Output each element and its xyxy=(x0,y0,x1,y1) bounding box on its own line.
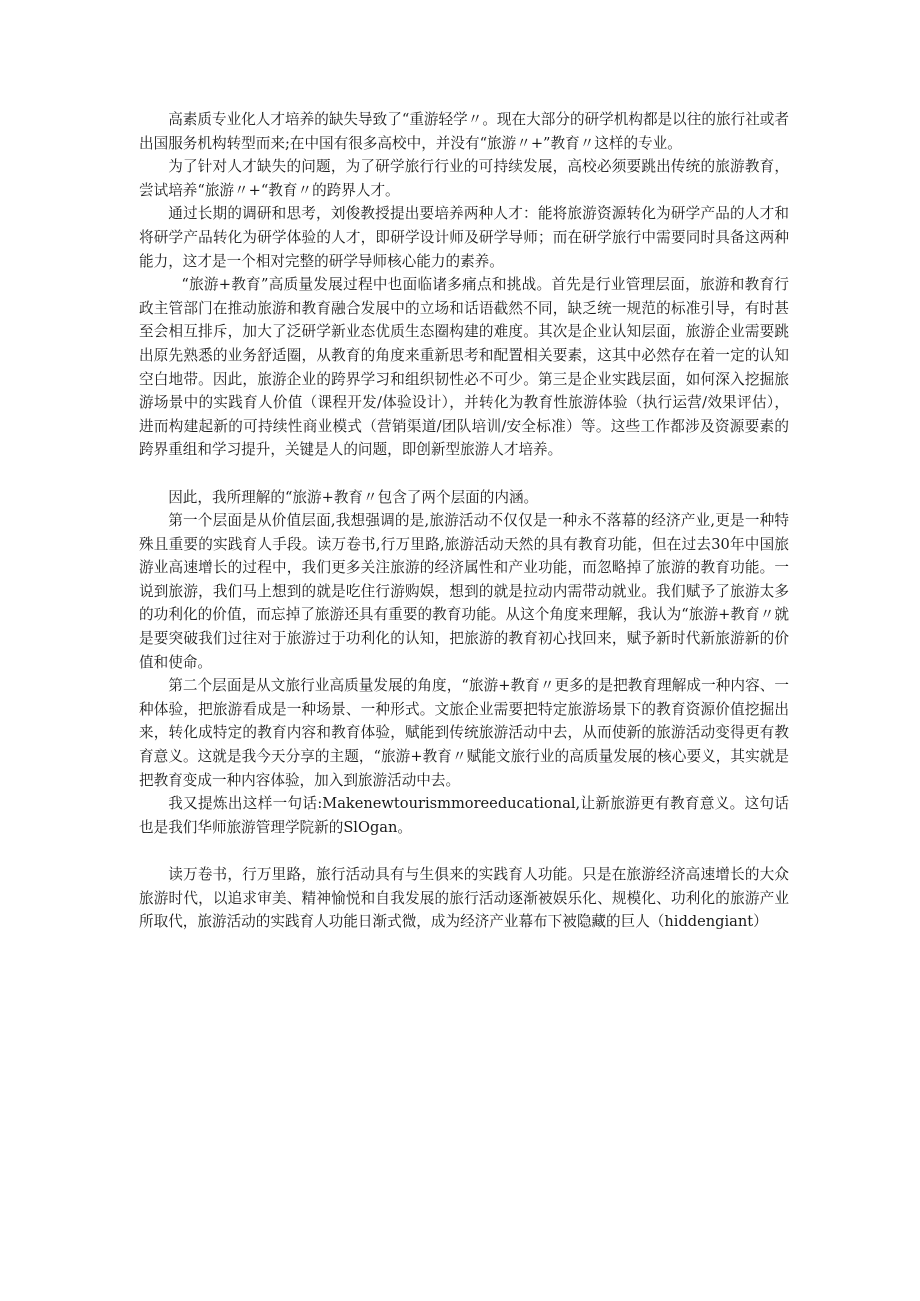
paragraph-talent-shortage: 高素质专业化人才培养的缺失导致了“重游轻学〃。现在大部分的研学机构都是以往的旅行社或者出国服务机构转型而来;在中国有很多高校中，并没有“旅游〃+”教育〃这样的专业。 xyxy=(139,111,789,152)
paragraph-hidden-giant: 读万卷书，行万里路，旅行活动具有与生俱来的实践育人功能。只是在旅游经济高速增长的大众旅游时代，以追求审美、精神愉悦和自我发展的旅行活动逐渐被娱乐化、规模化、功利化的旅游产业所取代，旅游活动的实践育人功能日渐式微，成为经济产业幕布下被隐藏的巨人（hiddengiant） xyxy=(139,866,789,931)
paragraph-second-level: 第二个层面是从文旅行业高质量发展的角度，“旅游+教育〃更多的是把教育理解成一种内容、一种体验，把旅游看成是一种场景、一种形式。文旅企业需要把特定旅游场景下的教育资源价值挖掘出来，转化成特定的教育内容和教育体验，赋能到传统旅游活动中去，从而使新的旅游活动变得更有教育意义。这就是我今天分享的主题，“旅游+教育〃赋能文旅行业的高质量发展的核心要义，其实就是把教育变成一种内容体验，加入到旅游活动中去。 xyxy=(139,677,789,789)
paragraph-challenges: “旅游+教育”高质量发展过程中也面临诸多痛点和挑战。首先是行业管理层面，旅游和教育行政主管部门在推动旅游和教育融合发展中的立场和话语截然不同，缺乏统一规范的标准引导，有时甚至会相互排斥，加大了泛研学新业态优质生态圈构建的难度。其次是企业认知层面，旅游企业需要跳出原先熟悉的业务舒适圈，从教育的角度来重新思考和配置相关要素，这其中必然存在着一定的认知空白地带。因此，旅游企业的跨界学习和组织韧性必不可少。第三是企业实践层面，如何深入挖掘旅游场景中的实践育人价值（课程开发/体验设计），并转化为教育性旅游体验（执行运营/效果评估），进而构建起新的可持续性商业模式（营销渠道/团队培训/安全标准）等。这些工作都涉及资源要素的跨界重组和学习提升，关键是人的问题，即创新型旅游人才培养。 xyxy=(139,276,789,459)
paragraph-cross-disciplinary: 为了针对人才缺失的问题，为了研学旅行行业的可持续发展，高校必须要跳出传统的旅游教育，尝试培养“旅游〃+“教育〃的跨界人才。 xyxy=(139,158,789,199)
paragraph-two-talents: 通过长期的调研和思考，刘俊教授提出要培养两种人才：能将旅游资源转化为研学产品的人才和将研学产品转化为研学体验的人才，即研学设计师及研学导师；而在研学旅行中需要同时具备这两种能力，这才是一个相对完整的研学导师核心能力的素养。 xyxy=(139,205,789,270)
document-body xyxy=(139,108,789,934)
paragraph-two-levels-intro: 因此，我所理解的“旅游+教育〃包含了两个层面的内涵。 xyxy=(168,488,539,506)
paragraph-first-level: 第一个层面是从价值层面,我想强调的是,旅游活动不仅仅是一种永不落幕的经济产业,更是一种特殊且重要的实践育人手段。读万卷书,行万里路,旅游活动天然的具有教育功能，但在过去30年中国旅游业高速增长的过程中，我们更多关注旅游的经济属性和产业功能，而忽略掉了旅游的教育功能。一说到旅游，我们马上想到的就是吃住行游购娱，想到的就是拉动内需带动就业。我们赋予了旅游太多的功利化的价值，而忘掉了旅游还具有重要的教育功能。从这个角度来理解，我认为“旅游+教育〃就是要突破我们过往对于旅游过于功利化的认知，把旅游的教育初心找回来，赋予新时代新旅游新的价值和使命。 xyxy=(139,512,789,671)
paragraph-gap xyxy=(139,839,789,863)
paragraph-gap xyxy=(139,462,789,486)
paragraph-slogan: 我又提炼出这样一句话:Makenewtourismmoreeducational,让新旅游更有教育意义。这句话也是我们华师旅游管理学院新的SlOgan。 xyxy=(139,795,789,836)
